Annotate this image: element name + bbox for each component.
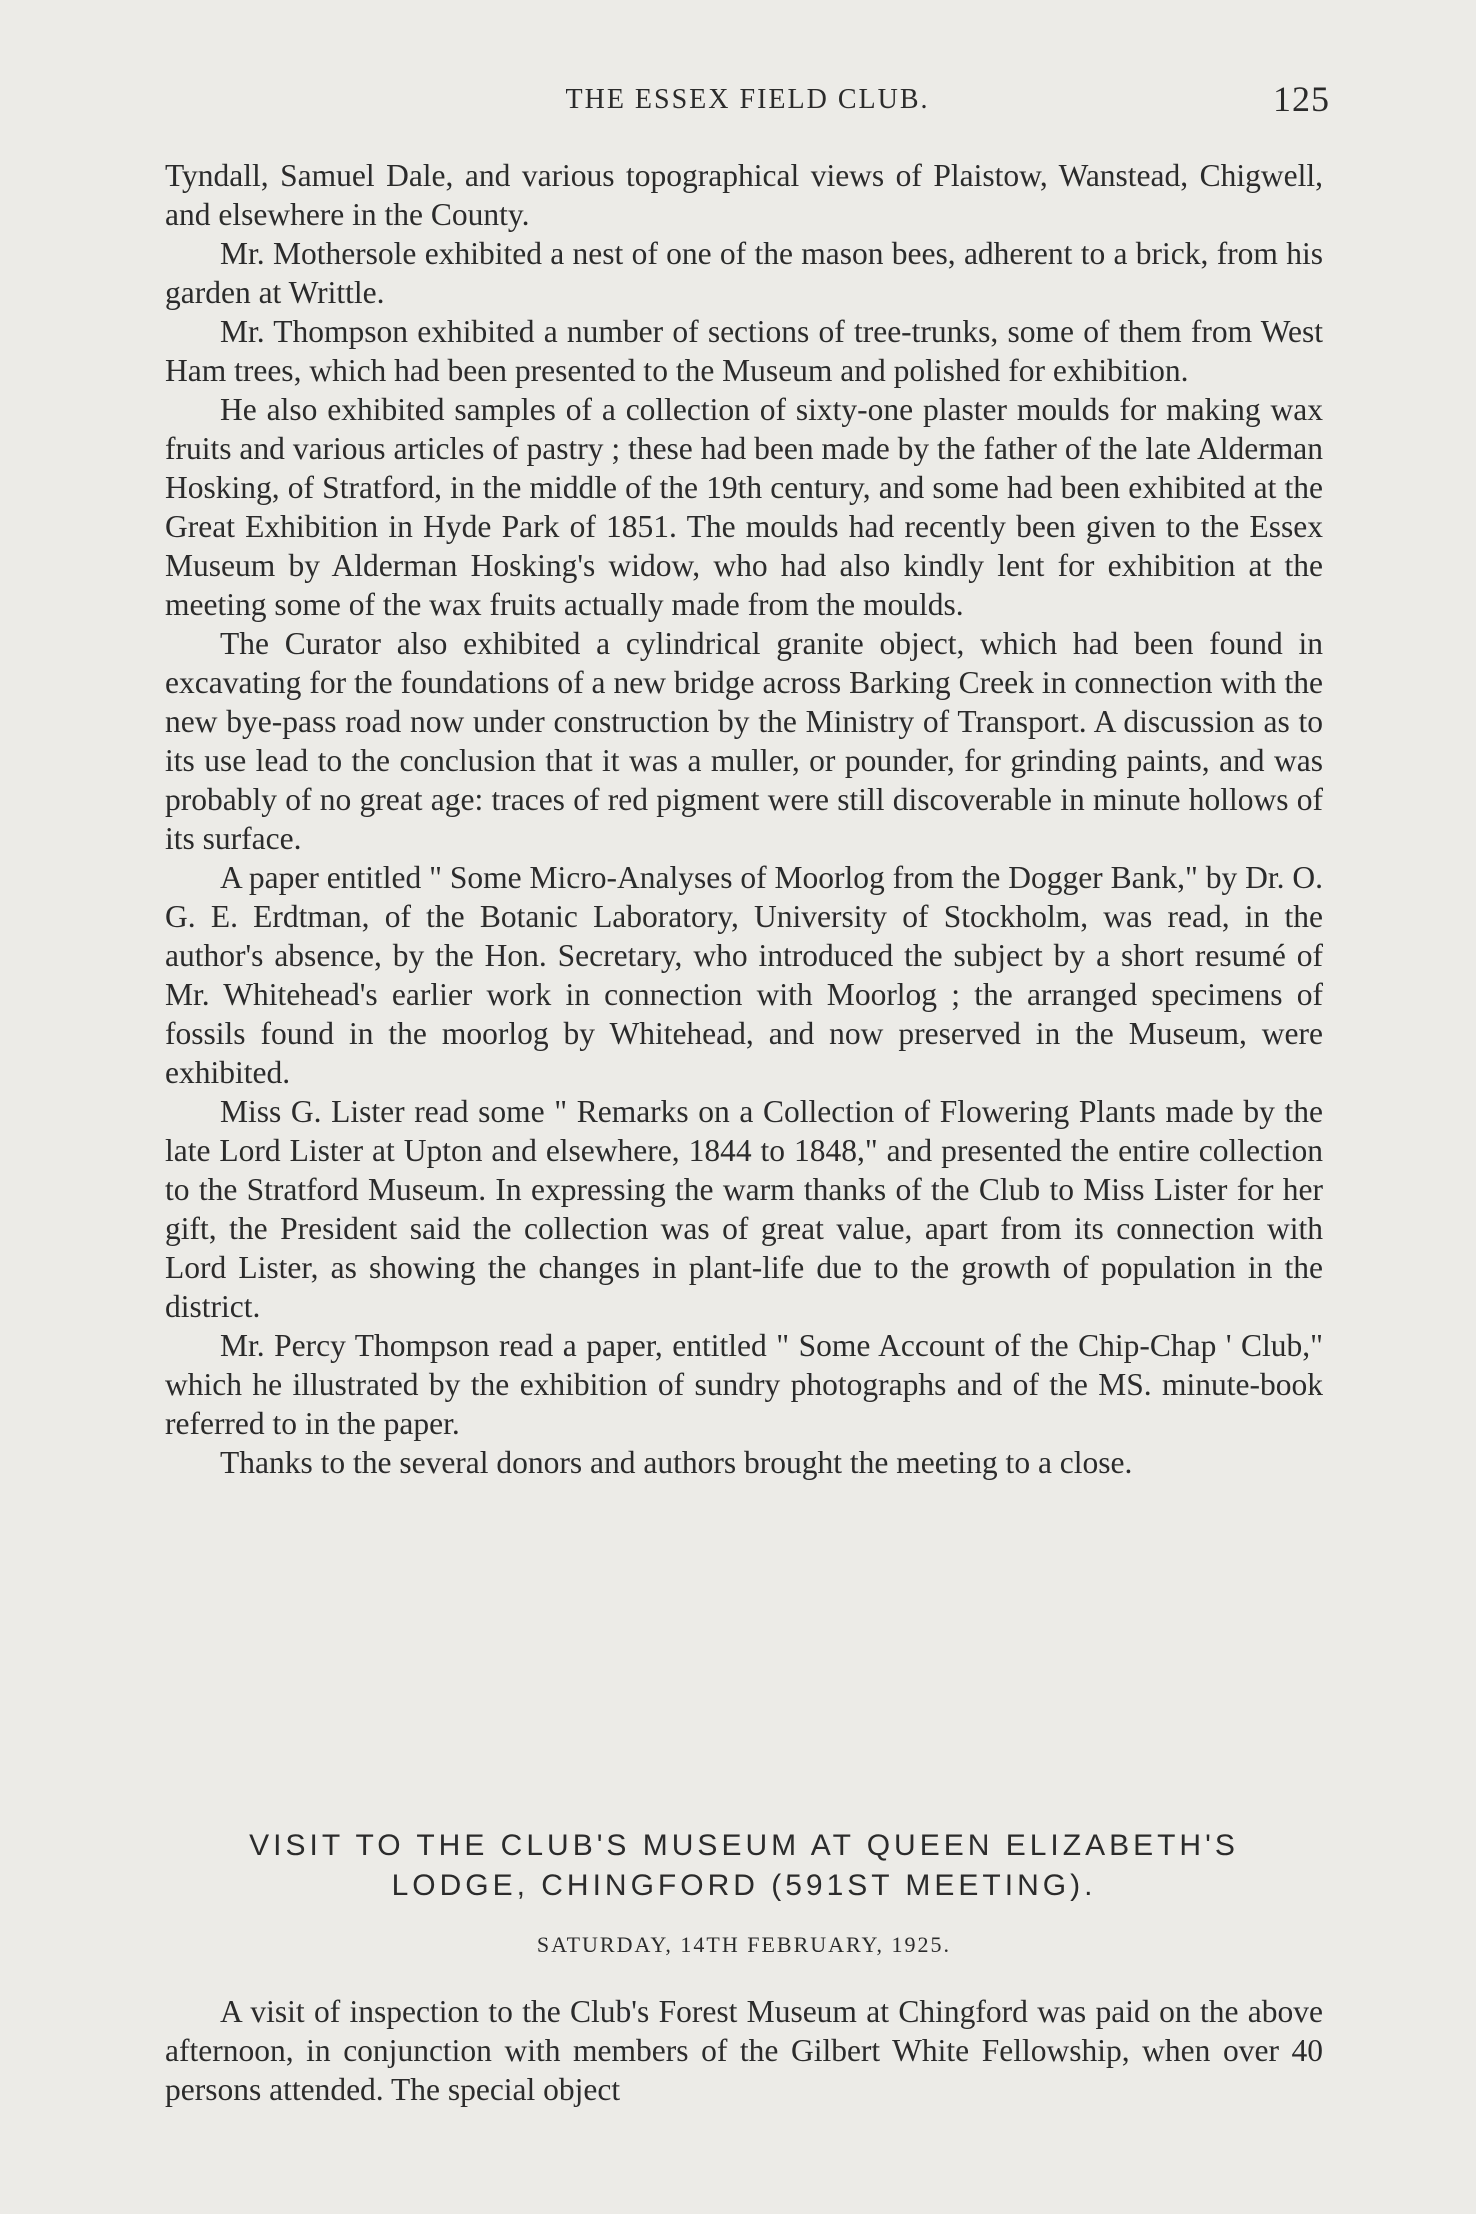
running-title: THE ESSEX FIELD CLUB. — [565, 84, 930, 115]
paragraph-continued: Tyndall, Samuel Dale, and various topographical views of Plaistow, Wanstead, Chigwell, and elsewhere in the County. — [165, 158, 1323, 232]
paragraph-chip-chap: Mr. Percy Thompson read a paper, entitled " Some Account of the Chip-Chap ' Club," which he illustrated by the exhibition of sundry photographs and of the MS. minute-book referred to in the paper. — [165, 1328, 1323, 1441]
paragraph-visit: A visit of inspection to the Club's Forest Museum at Chingford was paid on the above afternoon, in conjunction with members of the Gilbert White Fellowship, when over 40 persons attended. The special object — [165, 1994, 1323, 2107]
paragraph-closing: Thanks to the several donors and authors brought the meeting to a close. — [220, 1445, 1133, 1480]
paragraph-thompson-trees: Mr. Thompson exhibited a number of sections of tree-trunks, some of them from West Ham trees, which had been presented to the Museum and polished for exhibition. — [165, 314, 1323, 388]
paragraph-mothersole: Mr. Mothersole exhibited a nest of one of the mason bees, adherent to a brick, from his garden at Writtle. — [165, 236, 1323, 310]
section-heading-line1: VISIT TO THE CLUB'S MUSEUM AT QUEEN ELIZABETH'S — [249, 1829, 1239, 1862]
paragraph-plaster-moulds: He also exhibited samples of a collection of sixty-one plaster moulds for making wax fruits and various articles of pastry ; these had been made by the father of the late Alderman Hosking, of Stratford, in the middle of the 19th century, and some had been exhibited at the Great Exhibition in Hyde Park of 1851. The moulds had recently been given to the Essex Museum by Alderman Hosking's widow, who had also kindly lent for exhibition at the meeting some of the wax fruits actually made from the moulds. — [165, 392, 1323, 622]
paragraph-moorlog-paper: A paper entitled " Some Micro-Analyses of Moorlog from the Dogger Bank," by Dr. O. G. E. Erdtman, of the Botanic Laboratory, University of Stockholm, was read, in the author's absence, by the Hon. Secretary, who introduced the subject by a short resumé of Mr. Whitehead's earlier work in connection with Moorlog ; the arranged specimens of fossils found in the moorlog by Whitehead, and now preserved in the Museum, were exhibited. — [165, 860, 1323, 1090]
section-body — [165, 1992, 1323, 2109]
paragraph-curator-granite: The Curator also exhibited a cylindrical granite object, which had been found in excavating for the foundations of a new bridge across Barking Creek in connection with the new bye-pass road now under construction by the Ministry of Transport. A discussion as to its use lead to the conclusion that it was a muller, or pounder, for grinding paints, and was probably of no great age: traces of red pigment were still discoverable in minute hollows of its surface. — [165, 626, 1323, 856]
body-text — [165, 156, 1323, 1482]
section-visit — [165, 1826, 1323, 2109]
running-head — [165, 78, 1330, 128]
section-date: SATURDAY, 14TH FEBRUARY, 1925. — [536, 1932, 952, 1957]
section-heading-line2: LODGE, CHINGFORD (591ST MEETING). — [391, 1869, 1097, 1902]
page-number: 125 — [1273, 79, 1330, 119]
paragraph-lister-plants: Miss G. Lister read some " Remarks on a Collection of Flowering Plants made by the late Lord Lister at Upton and elsewhere, 1844 to 1848," and presented the entire collection to the Stratford Museum. In expressing the warm thanks of the Club to Miss Lister for her gift, the President said the collection was of great value, apart from its connection with Lord Lister, as showing the changes in plant-life due to the growth of population in the district. — [165, 1094, 1323, 1324]
